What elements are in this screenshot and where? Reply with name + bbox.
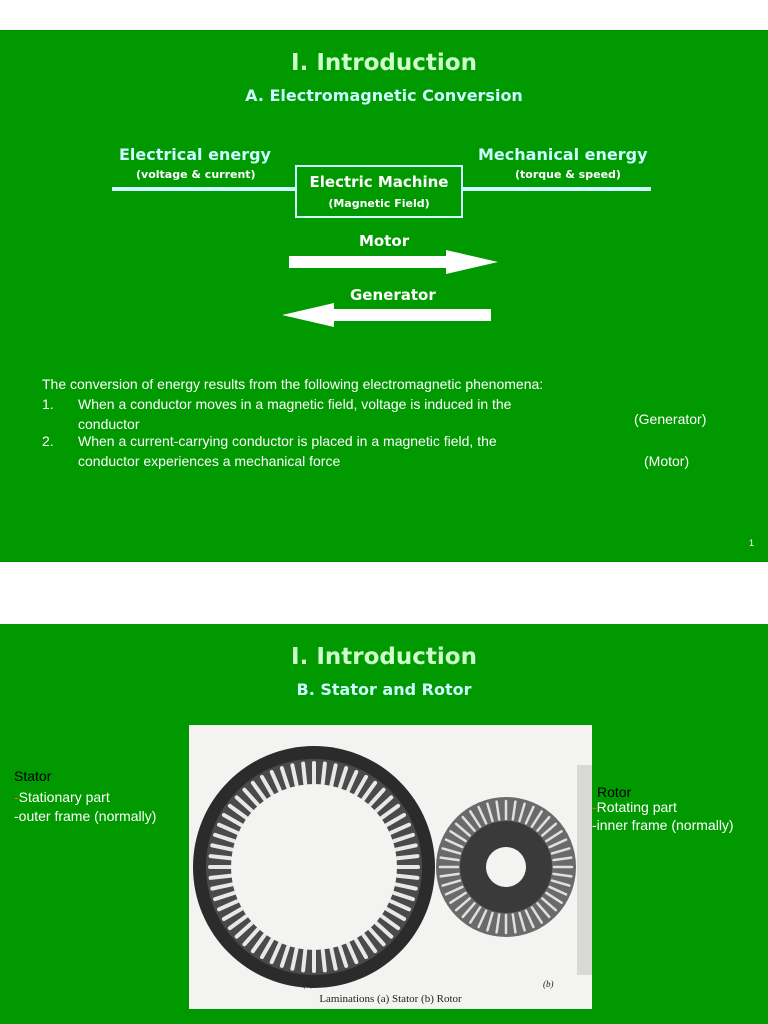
item-1-tag: (Generator) (634, 411, 707, 427)
laminations-photo (189, 725, 592, 1009)
item-1-number: 1. (42, 396, 54, 412)
stator-slot (303, 764, 305, 784)
motor-arrow-icon (288, 249, 500, 275)
slide-title: I. Introduction (291, 50, 477, 76)
stator-slot (398, 876, 418, 878)
generator-arrow-icon (282, 302, 494, 328)
stator-slot (323, 764, 325, 784)
stator-slot (323, 951, 325, 971)
motor-label: Motor (359, 232, 410, 250)
stator-line1: -Stationary part (14, 789, 110, 805)
stator-slot (398, 856, 418, 858)
slide-subtitle: B. Stator and Rotor (296, 680, 472, 699)
item-2-line1: When a current-carrying conductor is placed in a magnetic field, the (78, 433, 497, 449)
mechanical-energy-line (463, 187, 651, 191)
slide-title: I. Introduction (291, 644, 477, 670)
mechanical-energy-sub: (torque & speed) (515, 168, 621, 181)
rotor-bore (486, 847, 526, 887)
item-1-line2: conductor (78, 416, 140, 432)
rotor-heading: Rotor (597, 784, 632, 800)
stator-slot (303, 951, 305, 971)
electrical-energy-label: Electrical energy (119, 145, 271, 164)
stator-line2: -outer frame (normally) (14, 808, 157, 824)
stator-slot (211, 856, 231, 858)
phenomena-intro: The conversion of energy results from the following electromagnetic phenomena: (42, 376, 544, 392)
electric-machine-box (295, 165, 463, 218)
rotor-line1: -Rotating part (592, 799, 677, 815)
mechanical-energy-label: Mechanical energy (478, 145, 648, 164)
slide-subtitle: A. Electromagnetic Conversion (245, 86, 523, 105)
rotor-line2: -inner frame (normally) (592, 817, 734, 833)
laminations-illustration (189, 725, 592, 1009)
electrical-energy-line (112, 187, 295, 191)
item-2-number: 2. (42, 433, 54, 449)
item-2-tag: (Motor) (644, 453, 690, 469)
electrical-energy-sub: (voltage & current) (136, 168, 256, 181)
label-a: (a) (303, 979, 314, 989)
stator-heading: Stator (14, 768, 52, 784)
item-2-line2: conductor experiences a mechanical force (78, 453, 341, 469)
stator-slot (211, 876, 231, 878)
label-b: (b) (543, 979, 554, 989)
slide-stator-rotor (0, 624, 768, 1024)
electric-machine-label: Electric Machine (309, 173, 449, 191)
stator-bore (231, 784, 397, 950)
page-number: 1 (748, 538, 754, 548)
photo-caption: Laminations (a) Stator (b) Rotor (319, 993, 462, 1005)
item-1-line1: When a conductor moves in a magnetic field, voltage is induced in the (78, 396, 512, 412)
slide-electromagnetic-conversion (0, 30, 768, 562)
electric-machine-sub: (Magnetic Field) (328, 197, 430, 210)
generator-label: Generator (350, 286, 436, 304)
